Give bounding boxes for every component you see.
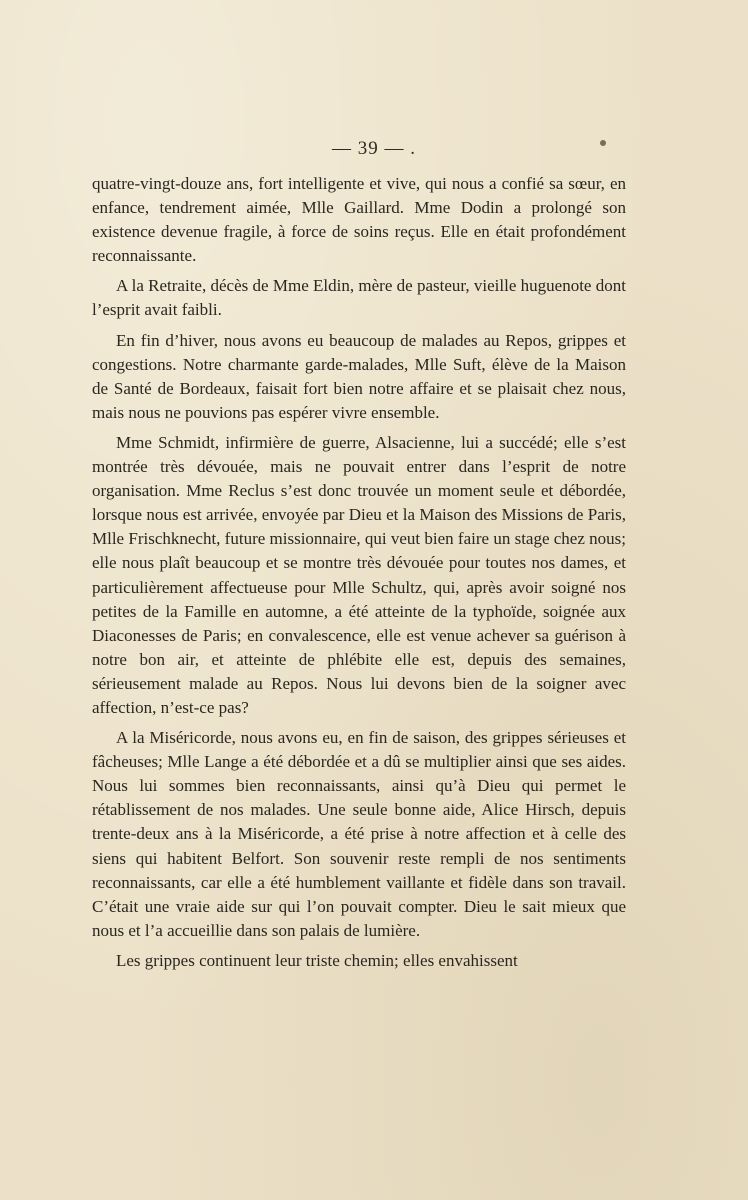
paragraph-3: En fin d’hiver, nous avons eu beaucoup de malades au Repos, grippes et congestions. Notre charmante garde-malades, Mlle Suft, élève de la Maison de Santé de Bordeaux, faisait fort bien notre affaire et se plaisait chez nous, mais nous ne pouvions pas espérer vivre ensemble. xyxy=(92,330,626,422)
paragraph-2: A la Retraite, décès de Mme Eldin, mère de pasteur, vieille huguenote dont l’esprit avait faibli. xyxy=(92,276,626,320)
paragraph-1: quatre-vingt-douze ans, fort intelligente et vive, qui nous a confié sa sœur, en enfance, tendrement aimée, Mlle Gaillard. Mme Dodin a prolongé son existence devenue fragile, à force de soins reçus. Elle en était profondément reconnaissante. xyxy=(92,174,626,266)
paragraph-5: A la Miséricorde, nous avons eu, en fin de saison, des grippes sérieuses et fâcheuses; Mlle Lange a été débordée et a dû se multiplier ainsi que ses aides. Nous lui sommes bien reconnaissants, ainsi qu’à Dieu qui permet le rétablissement de nos malades. Une seule bonne aide, Alice Hirsch, depuis trente-deux ans à la Miséricorde, a été prise à notre affection et à celle des siens qui habitent Belfort. Son souvenir reste rempli de nos sentiments reconnaissants, car elle a été humblement vaillante et fidèle dans son travail. C’était une vraie aide sur qui l’on pouvait compter. Dieu le sait mieux que nous et l’a accueillie dans son palais de lumière. xyxy=(92,728,626,940)
body-text xyxy=(92,172,626,973)
page-number: — 39 — . xyxy=(332,138,416,159)
paragraph-4: Mme Schmidt, infirmière de guerre, Alsacienne, lui a succédé; elle s’est montrée très dévouée, mais ne pouvait entrer dans l’esprit de notre organisation. Mme Reclus s’est donc trouvée un moment seule et débordée, lorsque nous est arrivée, envoyée par Dieu et la Maison des Missions de Paris, Mlle Frischknecht, future missionnaire, qui veut bien faire un stage chez nous; elle nous plaît beaucoup et se montre très dévouée pour toutes nos dames, et particulièrement affectueuse pour Mlle Schultz, qui, après avoir soigné nos petites de la Famille en automne, a été atteinte de la typhoïde, soignée aux Diaconesses de Paris; en convalescence, elle est venue achever sa guérison à notre bon air, et atteinte de phlébite elle est, depuis des semaines, sérieusement malade au Repos. Nous lui devons bien de la soigner avec affection, n’est-ce pas? xyxy=(92,432,626,717)
paragraph-6: Les grippes continuent leur triste chemin; elles envahissent xyxy=(116,950,518,970)
